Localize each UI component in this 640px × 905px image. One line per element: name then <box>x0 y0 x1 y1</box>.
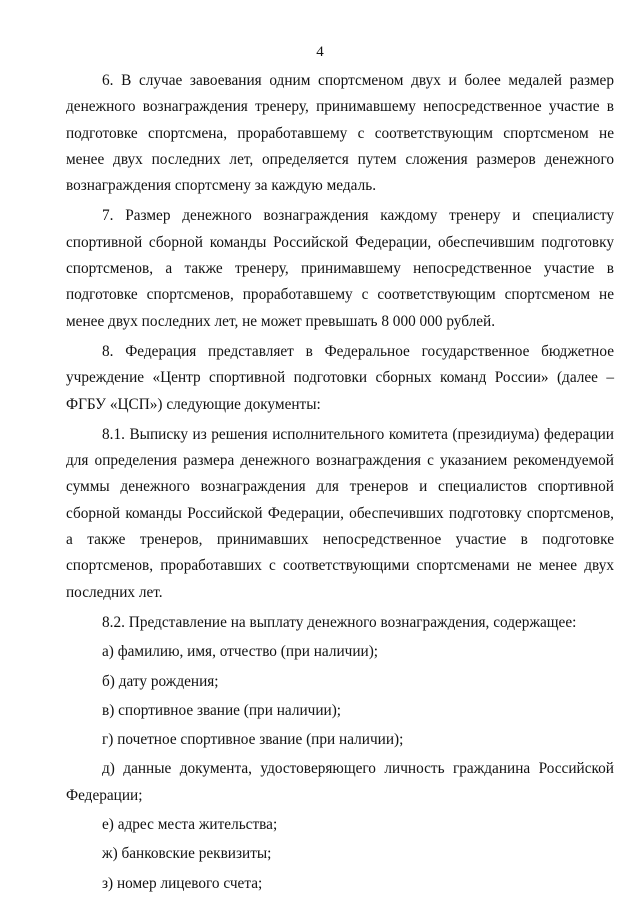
paragraph-6: 6. В случае завоевания одним спортсменом двух и более медалей размер денежного вознаграждения тренеру, принимавшему непосредственное участие в подготовке спортсмена, проработавшему с соответствующим спортсменом не менее двух последних лет, определяется путем сложения размеров денежного вознаграждения спортсмену за каждую медаль. <box>66 72 614 195</box>
list-item-a: а) фамилию, имя, отчество (при наличии); <box>102 643 379 661</box>
page-number: 4 <box>316 44 324 60</box>
paragraph-7: 7. Размер денежного вознаграждения каждому тренеру и специалисту спортивной сборной команды Российской Федерации, обеспечившим подготовку спортсменов, а также тренеру, принимавшему непосредственное участие в подготовке спортсменов, проработавшему с соответствующим спортсменом не менее двух последних лет, не может превышать 8 000 000 рублей. <box>66 207 614 330</box>
paragraph-8-2: 8.2. Представление на выплату денежного вознаграждения, содержащее: <box>102 613 577 631</box>
document-body <box>66 68 614 897</box>
paragraph-8-1: 8.1. Выписку из решения исполнительного комитета (президиума) федерации для определения размера денежного вознаграждения с указанием рекомендуемой суммы денежного вознаграждения для тренеров и специалистов спортивной сборной команды Российской Федерации, обеспечивших подготовку спортсменов, а также тренеров, принимавших непосредственное участие в подготовке спортсменов, проработавших с соответствующими спортсменами не менее двух последних лет. <box>66 425 614 601</box>
list-item-b: б) дату рождения; <box>102 672 219 690</box>
requirements-list <box>66 639 614 897</box>
list-item-zh: ж) банковские реквизиты; <box>102 845 272 863</box>
list-item-e: е) адрес места жительства; <box>102 816 278 834</box>
list-item-v: в) спортивное звание (при наличии); <box>102 701 342 719</box>
list-item-z: з) номер лицевого счета; <box>102 874 263 892</box>
paragraph-8: 8. Федерация представляет в Федеральное государственное бюджетное учреждение «Центр спортивной подготовки сборных команд России» (далее – ФГБУ «ЦСП») следующие документы: <box>66 342 614 413</box>
list-item-d: д) данные документа, удостоверяющего личность гражданина Российской Федерации; <box>66 760 614 804</box>
list-item-g: г) почетное спортивное звание (при наличии); <box>102 731 404 749</box>
